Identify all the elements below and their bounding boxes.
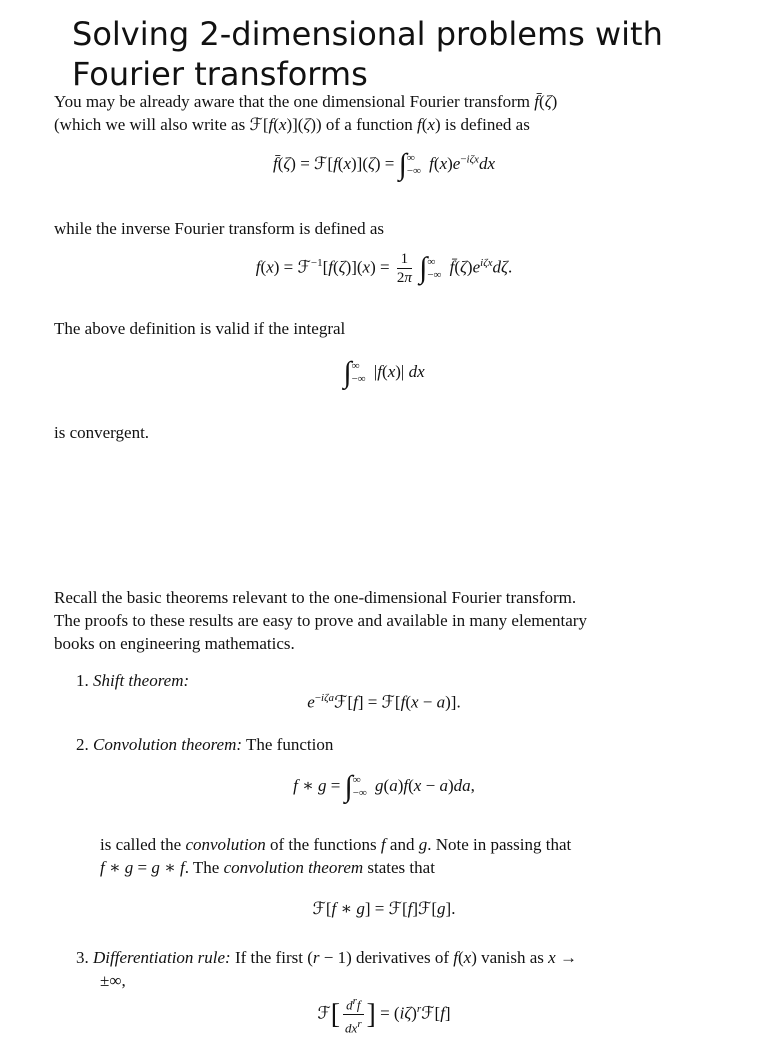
recall-line-3: books on engineering mathematics. — [54, 634, 295, 653]
convolution-theorem-label: Convolution theorem: — [93, 735, 243, 754]
list-number: 2. — [76, 735, 89, 754]
convolution-theorem-equation: ℱ[f ∗ g] = ℱ[f]ℱ[g]. — [312, 899, 456, 918]
intro-line-2: (which we will also write as ℱ[f(x)](ζ)) of a function f(x) is defined as — [54, 115, 530, 134]
page-title: Solving 2-dimensional problems with Fourier transforms — [72, 15, 663, 93]
absolute-integral-equation: ∫∞ −∞ |f(x)| dx — [343, 356, 425, 389]
convolution-explanation-line-2: f ∗ g = g ∗ f. The convolution theorem states that — [100, 858, 435, 877]
differentiation-line-2: ±∞, — [100, 971, 126, 990]
list-number: 3. — [76, 948, 89, 967]
convolution-explanation — [100, 833, 704, 879]
intro-paragraph — [54, 90, 704, 136]
convergent-text: is convergent. — [54, 423, 150, 442]
convolution-explanation-line-1: is called the convolution of the functions f and g. Note in passing that — [100, 835, 572, 854]
list-item-convolution-theorem — [76, 733, 706, 756]
convolution-text: The function — [246, 735, 334, 754]
shift-theorem-equation: $e^{-i\zeta a}ℱ[f]$ = ℱ[f(x − a)]. — [307, 692, 461, 712]
differentiation-line-1: 3. Differentiation rule: If the first (r − 1) derivatives of f(x) vanish as x → — [76, 948, 577, 967]
intro-line-1: You may be already aware that the one dimensional Fourier transform f̄(ζ) — [54, 92, 558, 111]
recall-line-2: The proofs to these results are easy to prove and available in many elementary — [54, 611, 587, 630]
recall-paragraph — [54, 586, 704, 655]
fourier-transform-equation: f̄(ζ) = ℱ[f(x)](ζ) = ∫∞ −∞ $f(x)e^{-i\zeta x}dx$ — [272, 148, 495, 181]
recall-line-1: Recall the basic theorems relevant to the one-dimensional Fourier transform. — [54, 588, 577, 607]
shift-theorem-label: Shift theorem: — [93, 671, 190, 690]
valid-text: The above definition is valid if the integral — [54, 319, 346, 338]
list-item-shift-theorem — [76, 669, 706, 692]
differentiation-equation: ℱ[ $\frac{d^rf}{dx^r}$ ] = $(i\zeta)^rℱ[f]$ — [0, 992, 768, 1038]
inverse-text: while the inverse Fourier transform is defined as — [54, 219, 384, 238]
inverse-fourier-equation: f(x) = ℱ$^{-1}$[f(ζ)](x) = $\frac{1}{2\pi}$ ∫∞ −∞ $f̄(\zeta)e^{i\zeta x}d\zeta$. — [255, 251, 513, 286]
convolution-equation: f ∗ g = ∫∞ −∞ g(a)f(x − a)da, — [293, 770, 475, 803]
differentiation-rule-label: Differentiation rule: — [93, 948, 231, 967]
list-item-differentiation-rule — [76, 946, 706, 992]
list-number: 1. — [76, 671, 89, 690]
